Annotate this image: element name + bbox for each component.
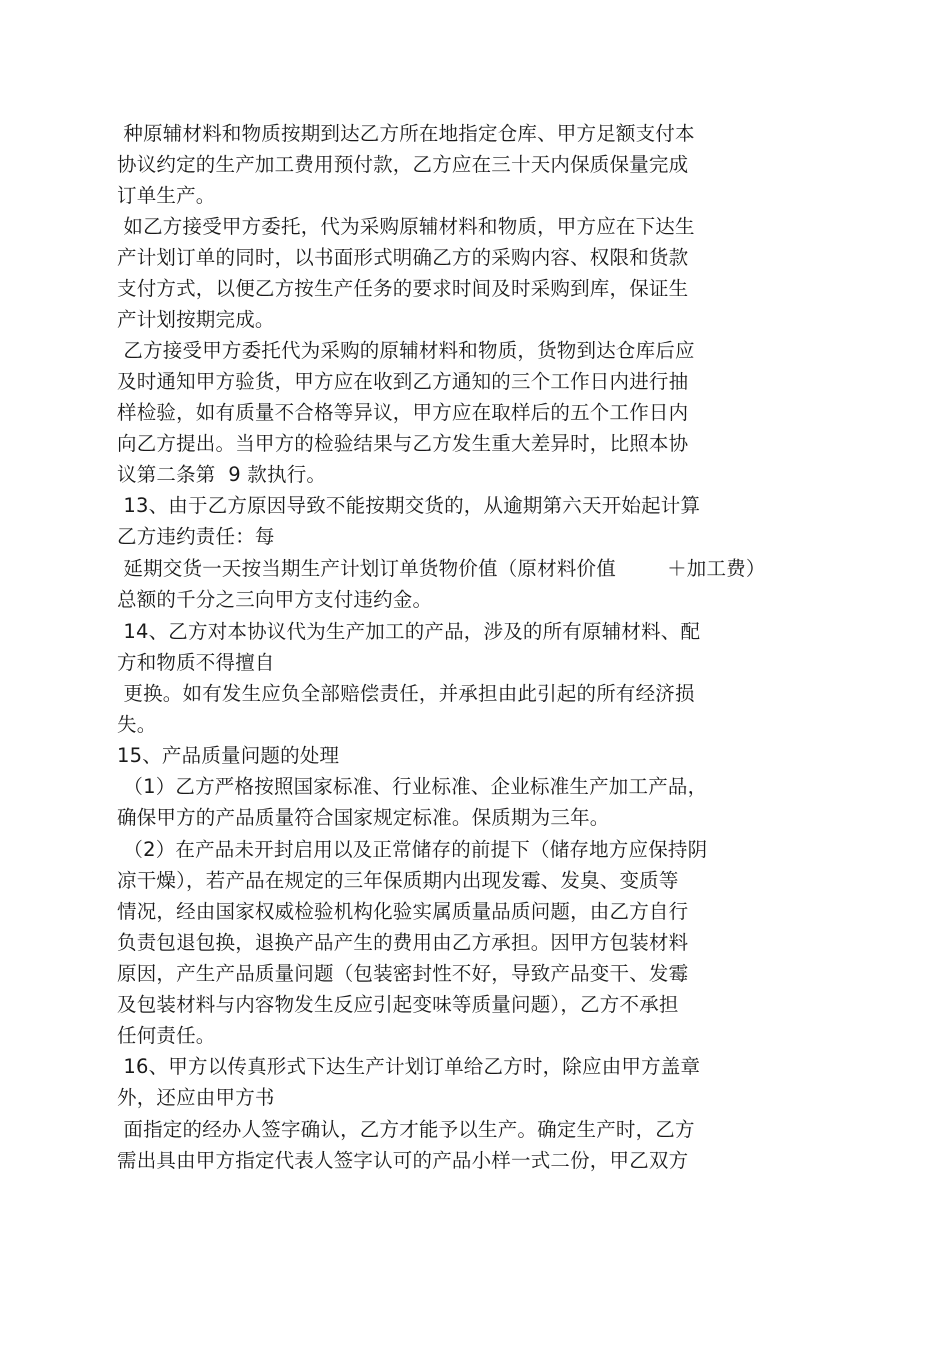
text-line: 更换。如有发生应负全部赔偿责任，并承担由此引起的所有经济损 [117,682,695,705]
text-line: 原因，产生产品质量问题（包装密封性不好，导致产品变干、发霉 [117,962,689,985]
text-line: 延期交货一天按当期生产计划订单货物价值（原材料价值 ＋加工费） [117,557,766,580]
text-line: 情况，经由国家权威检验机构化验实属质量品质问题，由乙方自行 [117,900,689,923]
text-line: 方和物质不得擅自 [117,651,275,674]
text-line: 面指定的经办人签字确认，乙方才能予以生产。确定生产时，乙方 [117,1118,695,1141]
text-line: 及包装材料与内容物发生反应引起变味等质量问题），乙方不承担 [117,993,679,1016]
text-line: 协议约定的生产加工费用预付款，乙方应在三十天内保质保量完成 [117,153,689,176]
text-line: 如乙方接受甲方委托，代为采购原辅材料和物质，甲方应在下达生 [117,215,695,238]
text-line: （1）乙方严格按照国家标准、行业标准、企业标准生产加工产品， [117,775,708,798]
text-line: 及时通知甲方验货，甲方应在收到乙方通知的三个工作日内进行抽 [117,370,689,393]
text-line: 乙方接受甲方委托代为采购的原辅材料和物质，货物到达仓库后应 [117,339,695,362]
text-line: 订单生产。 [117,184,216,207]
text-line: 负责包退包换，退换产品产生的费用由乙方承担。因甲方包装材料 [117,931,689,954]
text-line: 失。 [117,713,157,736]
text-line: 向乙方提出。当甲方的检验结果与乙方发生重大差异时，比照本协 [117,432,689,455]
text-line: 乙方违约责任：每 [117,525,275,548]
text-line: 产计划订单的同时，以书面形式明确乙方的采购内容、权限和货款 [117,246,689,269]
text-line: 需出具由甲方指定代表人签字认可的产品小样一式二份，甲乙双方 [117,1149,689,1172]
text-line: 议第二条第 9 款执行。 [117,463,327,486]
text-line: 任何责任。 [117,1024,216,1047]
text-line: 14、乙方对本协议代为生产加工的产品，涉及的所有原辅材料、配 [117,620,701,643]
text-line: 支付方式，以便乙方按生产任务的要求时间及时采购到库，保证生 [117,277,689,300]
text-line: 样检验，如有质量不合格等异议，甲方应在取样后的五个工作日内 [117,401,689,424]
text-line: （2）在产品未开封启用以及正常储存的前提下（储存地方应保持阴 [117,838,708,861]
text-line: 13、由于乙方原因导致不能按期交货的，从逾期第六天开始起计算 [117,494,701,517]
text-line: 凉干燥），若产品在规定的三年保质期内出现发霉、发臭、变质等 [117,869,679,892]
text-line: 确保甲方的产品质量符合国家规定标准。保质期为三年。 [117,806,610,829]
text-line: 总额的千分之三向甲方支付违约金。 [117,588,433,611]
text-line: 种原辅材料和物质按期到达乙方所在地指定仓库、甲方足额支付本 [117,122,695,145]
text-line: 产计划按期完成。 [117,308,275,331]
text-line: 外，还应由甲方书 [117,1086,275,1109]
section-heading: 15、产品质量问题的处理 [117,744,340,767]
text-line: 16、甲方以传真形式下达生产计划订单给乙方时，除应由甲方盖章 [117,1055,701,1078]
